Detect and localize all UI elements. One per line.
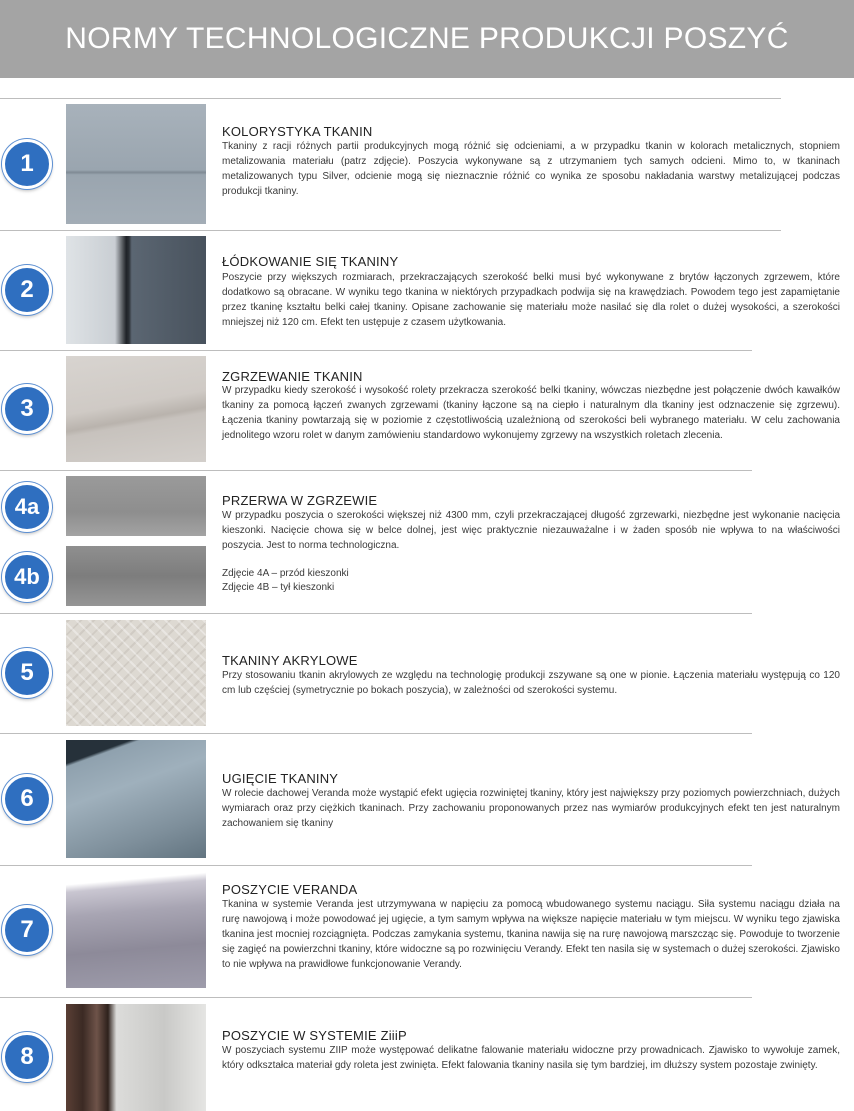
section-number-badge: 6 xyxy=(2,774,52,824)
section-title: POSZYCIE VERANDA xyxy=(222,882,358,897)
section-text: W przypadku poszycia o szerokości większej niż 4300 mm, czyli przekraczającej długość zgrzewarki, niezbędne jest wykonanie nacięcia kieszonki. Nacięcie chowa się w belce dolnej, jest więc praktycznie niezauważalne i w żaden sposób nie wpływa to na właściwości poszycia. Jest to norma technologiczna. xyxy=(222,510,840,551)
section-number-badge: 3 xyxy=(2,384,52,434)
section-number-badge: 1 xyxy=(2,139,52,189)
divider xyxy=(0,613,752,614)
divider xyxy=(0,865,752,866)
divider xyxy=(0,470,752,471)
section-number-badge: 8 xyxy=(2,1032,52,1082)
section-text: Poszycie przy większych rozmiarach, przekraczających szerokość belki musi być wykonywane z brytów łączonych zgrzewem, które dodatkowo są obracane. W wyniku tego tkanina w niektórych przypadkach podwija się na krawędziach. Powodem tego jest zapamiętanie przez tkaninę kształtu belki całej tkaniny. Opisane zachowanie się materiału może nasilać się dla rolet o dużej wysokości, a szerokości mniejszej niż 120 cm. Efekt ten ustępuje z czasem użytkowania. xyxy=(222,272,840,328)
veranda-fabric-photo xyxy=(66,872,206,988)
section-title: TKANINY AKRYLOWE xyxy=(222,653,358,668)
section-number-badge: 2 xyxy=(2,265,52,315)
page-title: NORMY TECHNOLOGICZNE PRODUKCJI POSZYĆ xyxy=(65,22,789,55)
section-title: ŁÓDKOWANIE SIĘ TKANINY xyxy=(222,254,399,269)
photo-caption: Zdjęcie 4B – tył kieszonki xyxy=(222,582,335,593)
section-text: Tkaniny z racji różnych partii produkcyjnych mogą różnić się odcieniami, a w przypadku tkanin w kolorach metalicznych, stopniem metalizowania materiału (patrz zdjęcie). Poszycia wykonywane są z utrzymaniem tych samych odcieni. Mimo to, w tkaninach metalizowanych typu Silver, odcienie mogą się nieznacznie różnić co wynika ze sposobu nakładania warstwy metalizującej podczas produkcji tkaniny. xyxy=(222,141,840,197)
fabric-weld-photo xyxy=(66,356,206,462)
section-title: KOLORYSTYKA TKANIN xyxy=(222,124,373,139)
section-number-badge: 4a xyxy=(2,482,52,532)
fabric-shade-photo xyxy=(66,104,206,224)
pocket-back-photo xyxy=(66,546,206,606)
section-text: W poszyciach systemu ZIIP może występować delikatne falowanie materiału widoczne przy prowadnicach. Zjawisko to wywołuje zamek, który odkształca materiał gdy roleta jest zwinięta. Efekt falowania tkaniny nasila się tym bardziej, im dłuższy system pozostaje zwinięty. xyxy=(222,1045,840,1071)
section-title: POSZYCIE W SYSTEMIE ZiiiP xyxy=(222,1028,407,1043)
section-number-badge: 4b xyxy=(2,552,52,602)
ziip-system-photo xyxy=(66,1004,206,1111)
section-title: UGIĘCIE TKANINY xyxy=(222,771,339,786)
divider xyxy=(0,350,752,351)
pocket-front-photo xyxy=(66,476,206,536)
section-text: Tkanina w systemie Veranda jest utrzymywana w napięciu za pomocą wbudowanego systemu naciągu. Siła systemu naciągu działa na rurę nawojową i może powodować jej ugięcie, a tym samym wpływa na większe napięcie materiału w tym miejscu. W wyniku tego zjawiska tkanina jest mocniej rozciągnięta. Podczas zamykania systemu, tkanina nawija się na rurę nawojową marszcząc się. Powoduje to tworzenie się zagięć na powierzchni tkaniny, które widoczne są po rozwinięciu Verandy. Efekt ten nasila się w systemach o dużej szerokości. Zjawisko to nie wpływa na prawidłowe funkcjonowanie Verandy. xyxy=(222,899,840,970)
section-title: ZGRZEWANIE TKANIN xyxy=(222,369,363,384)
section-text: W przypadku kiedy szerokość i wysokość rolety przekracza szerokość belki tkaniny, wówczas niezbędne jest połączenie dwóch kawałków tkaniny za pomocą łączeń zwanych zgrzewami (tkaniny łączone są na ciepło i naturalnym dla tkaniny jest odznaczenie się zgrzewu). Łączenia tkaniny powtarzają się w poziomie z częstotliwością uzależnioną od szerokości beli wybranego materiału. W celu zachowania jednolitego wzoru rolet w danym zamówieniu standardowo wykonujemy zgrzewy na wszystkich roletach zlecenia. xyxy=(222,385,840,441)
divider xyxy=(0,230,781,231)
divider xyxy=(0,997,752,998)
section-text: Przy stosowaniu tkanin akrylowych ze względu na technologię produkcji zszywane są one w pionie. Łączenia materiału występują co 120 cm lub częściej (symetrycznie po bokach poszycia), w zależności od szerokości systemu. xyxy=(222,670,840,696)
section-number-badge: 7 xyxy=(2,905,52,955)
fabric-curling-photo xyxy=(66,236,206,344)
acrylic-fabric-photo xyxy=(66,620,206,726)
section-number-badge: 5 xyxy=(2,648,52,698)
photo-caption: Zdjęcie 4A – przód kieszonki xyxy=(222,568,349,579)
section-title: PRZERWA W ZGRZEWIE xyxy=(222,493,378,508)
divider xyxy=(0,733,752,734)
sagging-fabric-photo xyxy=(66,740,206,858)
header-bar xyxy=(0,0,854,78)
section-text: W rolecie dachowej Veranda może wystąpić efekt ugięcia rozwiniętej tkaniny, który jest największy przy poziomych powierzchniach, dużych wymiarach oraz przy ciężkich tkaninach. Przy zachowaniu proponowanych przez nas wymiarów produkcyjnych efekt ten jest naturalnym zachowaniem się tkaniny xyxy=(222,788,840,829)
divider xyxy=(0,98,781,99)
